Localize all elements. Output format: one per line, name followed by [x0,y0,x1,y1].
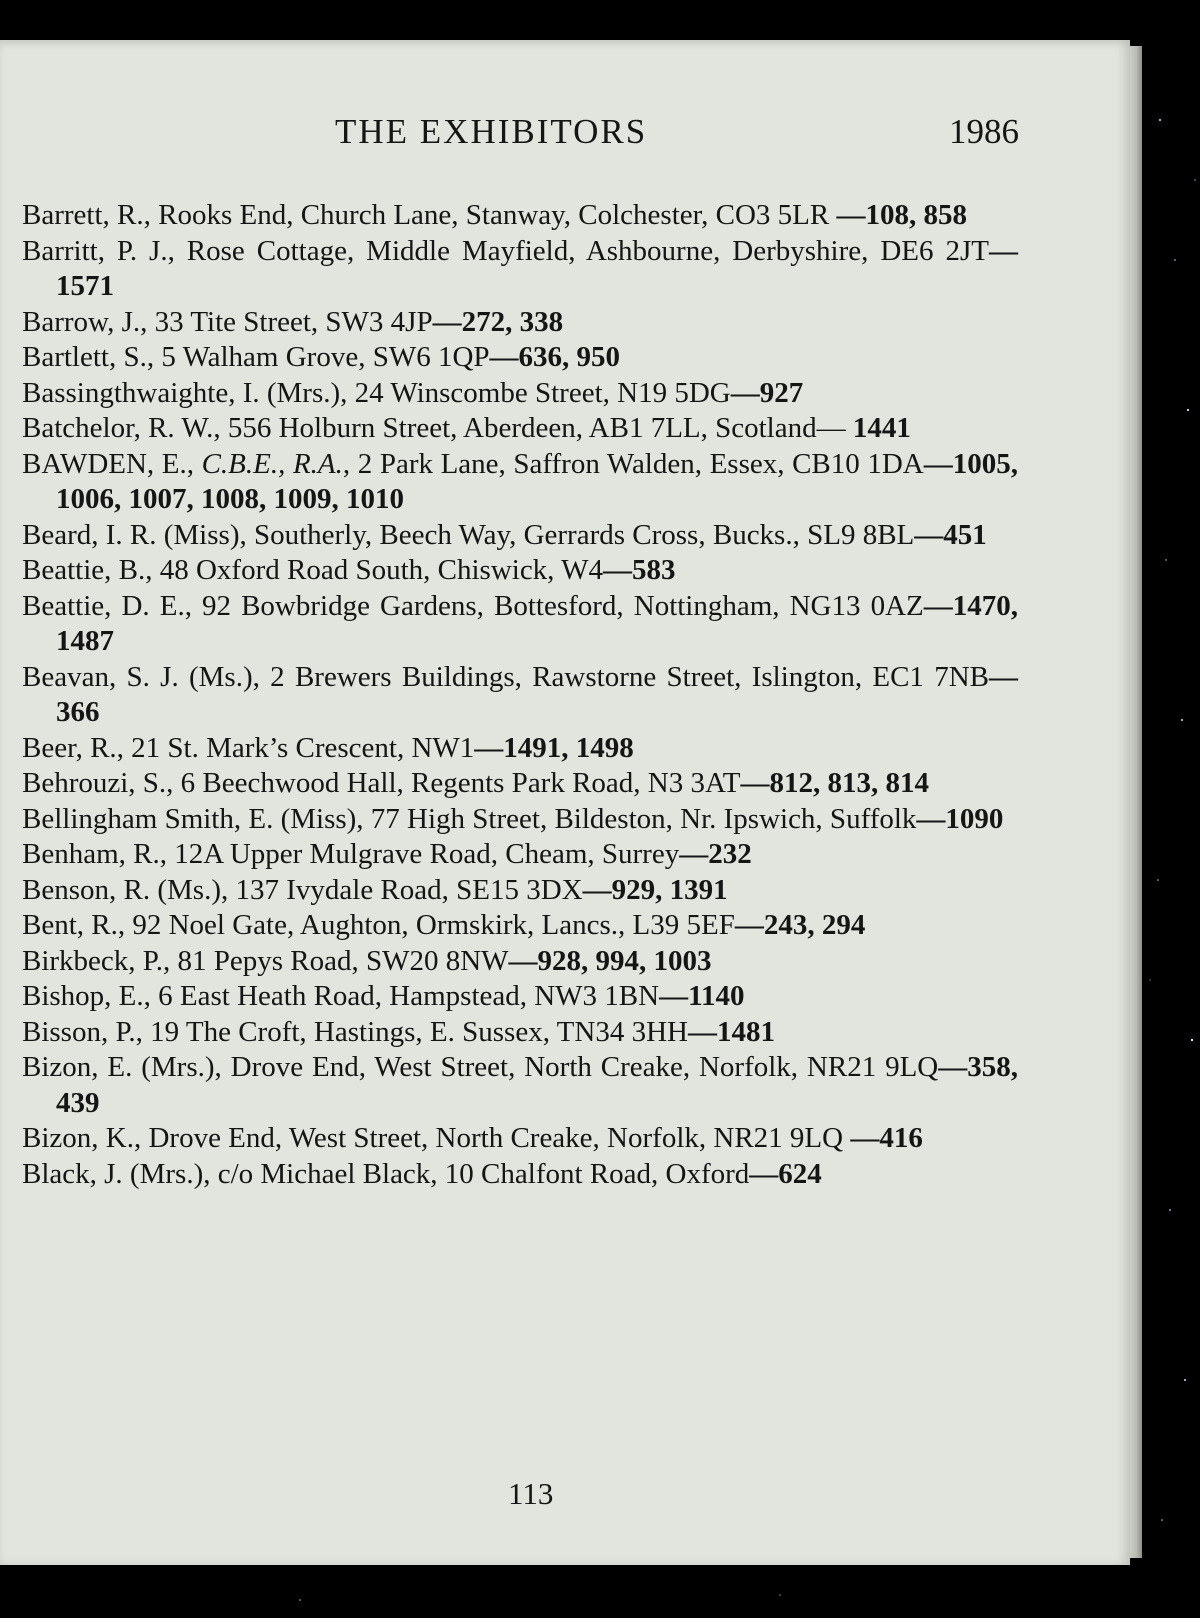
list-item: Beer, R., 21 St. Mark’s Crescent, NW1—1491, 1498 [22,731,634,764]
page-number: 113 [508,1476,554,1511]
list-item: Beavan, S. J. (Ms.), 2 Brewers Buildings, Rawstorne Street, Islington, EC1 7NB—366 [22,660,1018,728]
list-item: Beattie, D. E., 92 Bowbridge Gardens, Bottesford, Nottingham, NG13 0AZ—1470, 1487 [22,589,1018,657]
header-year: 1986 [949,112,1019,151]
list-item: Bellingham Smith, E. (Miss), 77 High Street, Bildeston, Nr. Ipswich, Suffolk—1090 [22,802,1004,835]
list-item: Birkbeck, P., 81 Pepys Road, SW20 8NW—928, 994, 1003 [22,944,712,977]
exhibitor-list [22,198,1018,1192]
list-item: Barritt, P. J., Rose Cottage, Middle Mayfield, Ashbourne, Derbyshire, DE6 2JT—1571 [22,234,1018,302]
list-item: Bizon, K., Drove End, West Street, North Creake, Norfolk, NR21 9LQ —416 [22,1122,923,1154]
list-item: Barrett, R., Rooks End, Church Lane, Stanway, Colchester, CO3 5LR —108, 858 [22,199,967,231]
list-item: Batchelor, R. W., 556 Holburn Street, Aberdeen, AB1 7LL, Scotland— 1441 [22,412,911,444]
page-title: THE EXHIBITORS [335,112,648,151]
page-edge [1128,46,1142,1558]
list-item: BAWDEN, E., C.B.E., R.A., 2 Park Lane, Saffron Walden, Essex, CB10 1DA—1005, 1006, 1007, 1008, 1009, 1010 [22,447,1018,515]
list-item: Behrouzi, S., 6 Beechwood Hall, Regents Park Road, N3 3AT—812, 813, 814 [22,767,929,799]
list-item: Bent, R., 92 Noel Gate, Aughton, Ormskirk, Lancs., L39 5EF—243, 294 [22,909,866,941]
list-item: Black, J. (Mrs.), c/o Michael Black, 10 Chalfont Road, Oxford—624 [22,1157,822,1190]
page-header [0,112,1130,156]
list-item: Bassingthwaighte, I. (Mrs.), 24 Winscombe Street, N19 5DG—927 [22,376,804,409]
list-item: Bishop, E., 6 East Heath Road, Hampstead, NW3 1BN—1140 [22,980,745,1012]
list-item: Benson, R. (Ms.), 137 Ivydale Road, SE15 3DX—929, 1391 [22,873,728,906]
list-item: Beattie, B., 48 Oxford Road South, Chiswick, W4—583 [22,554,676,586]
list-item: Beard, I. R. (Miss), Southerly, Beech Way, Gerrards Cross, Bucks., SL9 8BL—451 [22,518,987,551]
list-item: Bizon, E. (Mrs.), Drove End, West Street, North Creake, Norfolk, NR21 9LQ—358, 439 [22,1051,1018,1119]
list-item: Benham, R., 12A Upper Mulgrave Road, Cheam, Surrey—232 [22,838,752,870]
list-item: Barrow, J., 33 Tite Street, SW3 4JP—272, 338 [22,305,564,338]
list-item: Bisson, P., 19 The Croft, Hastings, E. Sussex, TN34 3HH—1481 [22,1015,775,1048]
list-item: Bartlett, S., 5 Walham Grove, SW6 1QP—636, 950 [22,341,621,373]
